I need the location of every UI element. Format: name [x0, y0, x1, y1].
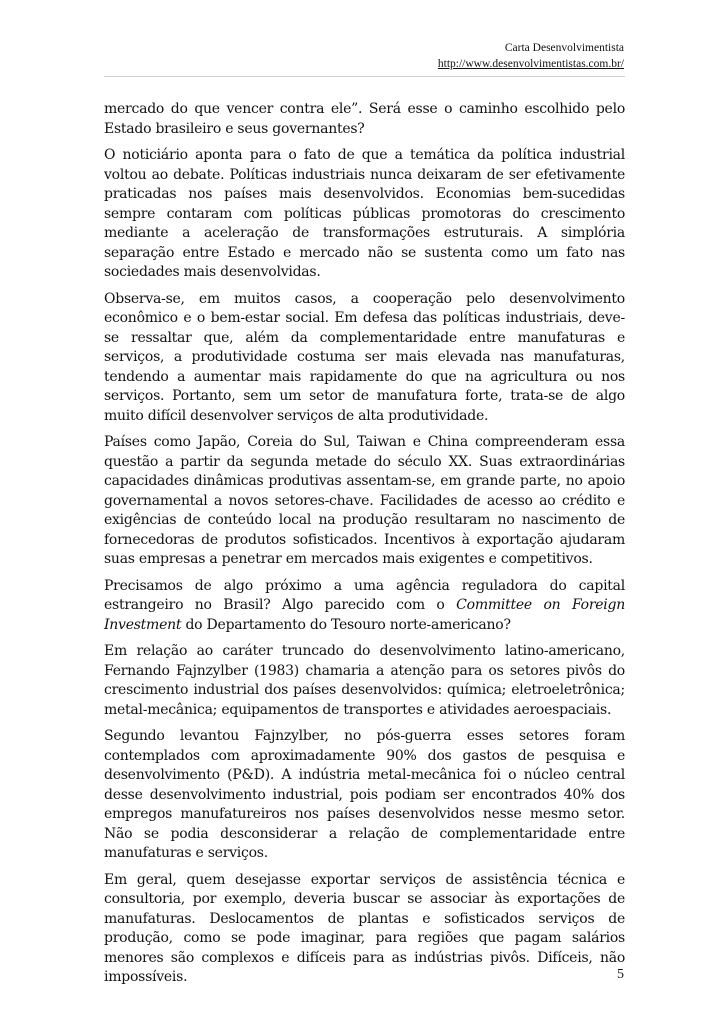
italic-term: Committee on Foreign Investment	[104, 597, 626, 633]
publication-title: Carta Desenvolvimentista	[504, 42, 624, 54]
paragraph: mercado do que vencer contra ele”. Será esse o caminho escolhido pelo Estado brasileiro e seus governantes?	[104, 101, 625, 137]
paragraph-text: Precisamos de algo próximo a uma agência reguladora do capital estrangeiro no Brasil? Algo parecido com o	[104, 577, 625, 613]
header-divider	[104, 76, 625, 77]
page-header	[438, 40, 624, 72]
paragraph: Em relação ao caráter truncado do desenvolvimento latino-americano, Fernando Fajnzylber (1983) chamaria a atenção para os setores pivôs do crescimento industrial dos países desenvolvidos: química; eletroeletrônica; metal-mecânica; equipamentos de transportes e atividades aeroespaciais.	[104, 643, 625, 718]
paragraph: O noticiário aponta para o fato de que a temática da política industrial voltou ao debate. Políticas industriais nunca deixaram de ser efetivamente praticadas nos países mais desenvolvidos. Economias bem-sucedidas sempre contaram com políticas públicas promotoras do crescimento mediante a aceleração de transformações estruturais. A simplória separação entre Estado e mercado não se sustenta como um fato nas sociedades mais desenvolvidas.	[104, 147, 625, 280]
article-body	[104, 100, 625, 995]
website-link[interactable]: http://www.desenvolvimentistas.com.br/	[437, 58, 624, 70]
paragraph: Países como Japão, Coreia do Sul, Taiwan e China compreenderam essa questão a partir da segunda metade do século XX. Suas extraordinárias capacidades dinâmicas produtivas assentam-se, em grande parte, no apoio governamental a novos setores-chave. Facilidades de acesso ao crédito e exigências de conteúdo local na produção resultaram no nascimento de fornecedoras de produtos sofisticados. Incentivos à exportação ajudaram suas empresas a penetrar em mercados mais exigentes e competitivos.	[104, 434, 625, 567]
paragraph: Segundo levantou Fajnzylber, no pós-guerra esses setores foram contemplados com aproximadamente 90% dos gastos de pesquisa e desenvolvimento (P&D). A indústria metal-mecânica foi o núcleo central desse desenvolvimento industrial, pois podiam ser encontrados 40% dos empregos manufatureiros nos países desenvolvidos nesse mesmo setor. Não se podia desconsiderar a relação de complementaridade entre manufaturas e serviços.	[104, 728, 625, 861]
page-number: 5	[617, 967, 624, 982]
paragraph-text: do Departamento do Tesouro norte-americano?	[181, 616, 511, 633]
paragraph	[104, 577, 625, 636]
paragraph: Em geral, quem desejasse exportar serviços de assistência técnica e consultoria, por exemplo, deveria buscar se associar às exportações de manufaturas. Deslocamentos de plantas e sofisticados serviços de produção, como se pode imaginar, para regiões que pagam salários menores são complexos e difíceis para as indústrias pivôs. Difíceis, não impossíveis.	[104, 871, 625, 985]
paragraph: Observa-se, em muitos casos, a cooperação pelo desenvolvimento econômico e o bem-estar social. Em defesa das políticas industriais, deve-se ressaltar que, além da complementaridade entre manufaturas e serviços, a produtividade costuma ser mais elevada nas manufaturas, tendendo a aumentar mais rapidamente do que na agricultura ou nos serviços. Portanto, sem um setor de manufatura forte, trata-se de algo muito difícil desenvolver serviços de alta produtividade.	[104, 290, 625, 424]
